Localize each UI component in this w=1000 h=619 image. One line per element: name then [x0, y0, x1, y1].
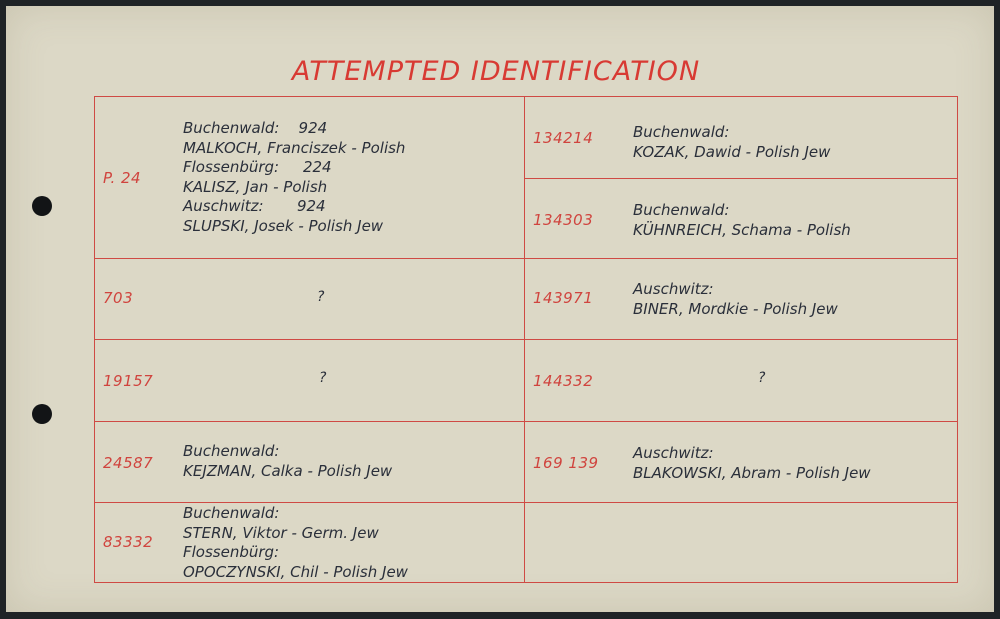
- empty-cell: [525, 503, 957, 584]
- entry-cell: [95, 422, 524, 503]
- index-card: [6, 6, 994, 612]
- punch-hole-top: [32, 196, 52, 216]
- prisoner-number: 83332: [103, 533, 154, 551]
- identification-table: [94, 96, 958, 583]
- prisoner-number: 169 139: [533, 454, 599, 472]
- entry-cell: [525, 340, 957, 422]
- prisoner-number: 134214: [533, 129, 594, 147]
- prisoner-number: 134303: [533, 211, 594, 229]
- entry-text: Buchenwald: KOZAK, Dawid - Polish Jew: [633, 123, 831, 161]
- prisoner-number: 19157: [103, 372, 154, 390]
- entry-text: Buchenwald: STERN, Viktor - Germ. Jew Flossenbürg: OPOCZYNSKI, Chil - Polish Jew: [183, 504, 408, 581]
- entry-cell: [525, 422, 957, 503]
- entry-text: Auschwitz: BINER, Mordkie - Polish Jew: [633, 280, 838, 318]
- entry-cell: [95, 97, 524, 259]
- prisoner-number: 703: [103, 289, 134, 307]
- entry-cell: [525, 179, 957, 259]
- entry-cell: [525, 97, 957, 179]
- entry-text: Auschwitz: BLAKOWSKI, Abram - Polish Jew: [633, 444, 871, 482]
- entry-text: Buchenwald: KEJZMAN, Calka - Polish Jew: [183, 442, 393, 480]
- entry-text: Buchenwald: KÜHNREICH, Schama - Polish: [633, 201, 851, 239]
- entry-cell: [95, 259, 524, 340]
- prisoner-number: 143971: [533, 289, 594, 307]
- entry-cell: [95, 340, 524, 422]
- punch-hole-bottom: [32, 404, 52, 424]
- prisoner-number: 24587: [103, 454, 154, 472]
- left-column: [95, 97, 525, 582]
- prisoner-number: 144332: [533, 372, 594, 390]
- unknown-mark: ?: [319, 370, 327, 386]
- entry-cell: [525, 259, 957, 340]
- prisoner-number: P. 24: [103, 169, 142, 187]
- entry-cell: [95, 503, 524, 584]
- entry-text: Buchenwald: 924 MALKOCH, Franciszek - Polish Flossenbürg: 224 KALISZ, Jan - Polish Auschwitz: 924 SLUPSKI, Josek - Polish Jew: [183, 119, 406, 235]
- right-column: [525, 97, 957, 582]
- unknown-mark: ?: [758, 370, 766, 386]
- unknown-mark: ?: [317, 289, 325, 305]
- card-title: ATTEMPTED IDENTIFICATION: [291, 56, 701, 87]
